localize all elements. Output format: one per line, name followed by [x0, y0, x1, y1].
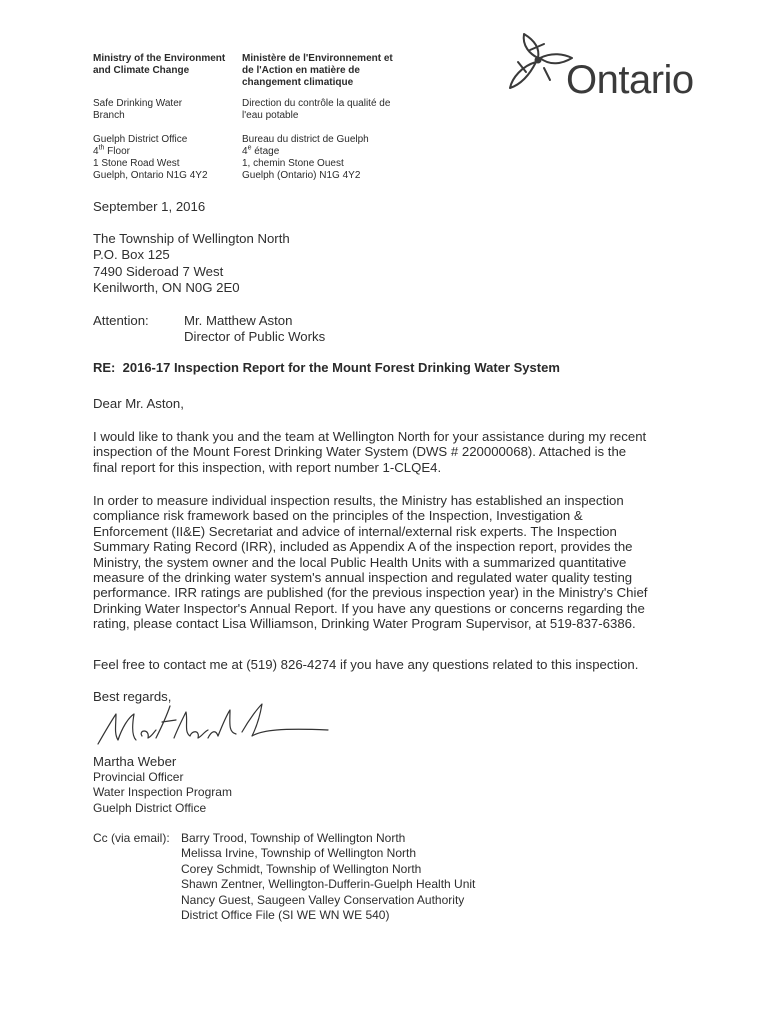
list-item: District Office File (SI WE WN WE 540)	[181, 908, 390, 923]
signer-details: Provincial Officer Water Inspection Program Guelph District Office	[93, 770, 232, 815]
list-item: Melissa Irvine, Township of Wellington North	[181, 846, 416, 861]
paragraph-3: Feel free to contact me at (519) 826-4274 if you have any questions related to this inspection.	[93, 657, 639, 672]
office-address-fr: Bureau du district de Guelph 4e étage 1, chemin Stone Ouest Guelph (Ontario) N1G 4Y2	[242, 134, 369, 181]
list-item: Corey Schmidt, Township of Wellington North	[181, 861, 422, 876]
closing: Best regards,	[93, 689, 172, 704]
list-item: Nancy Guest, Saugeen Valley Conservation Authority	[181, 892, 465, 907]
cc-list	[181, 831, 475, 923]
paragraph-2: In order to measure individual inspection results, the Ministry has established an inspection compliance risk framework based on the principles of the Inspection, Investigation & Enforcement (II&E) Secretariat and advice of internal/external risk experts. The Inspection Summary Rating Record (IRR), included as Appendix A of the inspection report, provides the Ministry, the system owner and the local Public Health Units with a summarized quantitative measure of the drinking water system's annual inspection and regulated water quality testing performance. IRR ratings are published (for the previous inspection year) in the Ministry's Chief Drinking Water Inspector's Annual Report. If you have any questions or concerns regarding the rating, please contact Lisa Williamson, Drinking Water Program Supervisor, at 519-837-6386.	[93, 493, 648, 632]
subject-line: RE: 2016-17 Inspection Report for the Mount Forest Drinking Water System	[93, 360, 560, 375]
office-address-en: Guelph District Office 4th Floor 1 Stone Road West Guelph, Ontario N1G 4Y2	[93, 134, 208, 181]
list-item: Shawn Zentner, Wellington-Dufferin-Guelph Health Unit	[181, 877, 476, 892]
ministry-name-en: Ministry of the Environment and Climate Change	[93, 53, 226, 76]
signer-name: Martha Weber	[93, 754, 177, 769]
attention-recipient: Mr. Matthew Aston Director of Public Works	[184, 313, 326, 345]
cc-label: Cc (via email):	[93, 831, 170, 845]
ministry-name-fr: Ministère de l'Environnement et de l'Action en matière de changement climatique	[242, 53, 393, 88]
attention-label: Attention:	[93, 313, 149, 328]
letter-date: September 1, 2016	[93, 199, 206, 214]
branch-name-fr: Direction du contrôle la qualité de l'eau potable	[242, 98, 391, 121]
handwritten-signature	[92, 700, 332, 756]
branch-name-en: Safe Drinking Water Branch	[93, 98, 183, 121]
paragraph-1: I would like to thank you and the team at Wellington North for your assistance during my recent inspection of the Mount Forest Drinking Water System (DWS # 220000068). Attached is the final report for this inspection, with report number 1-CLQE4.	[93, 429, 647, 475]
ontario-wordmark: Ontario	[566, 58, 694, 102]
salutation: Dear Mr. Aston,	[93, 396, 184, 411]
list-item: Barry Trood, Township of Wellington North	[181, 831, 406, 845]
recipient-address: The Township of Wellington North P.O. Box 125 7490 Sideroad 7 West Kenilworth, ON N0G 2E0	[93, 231, 290, 295]
